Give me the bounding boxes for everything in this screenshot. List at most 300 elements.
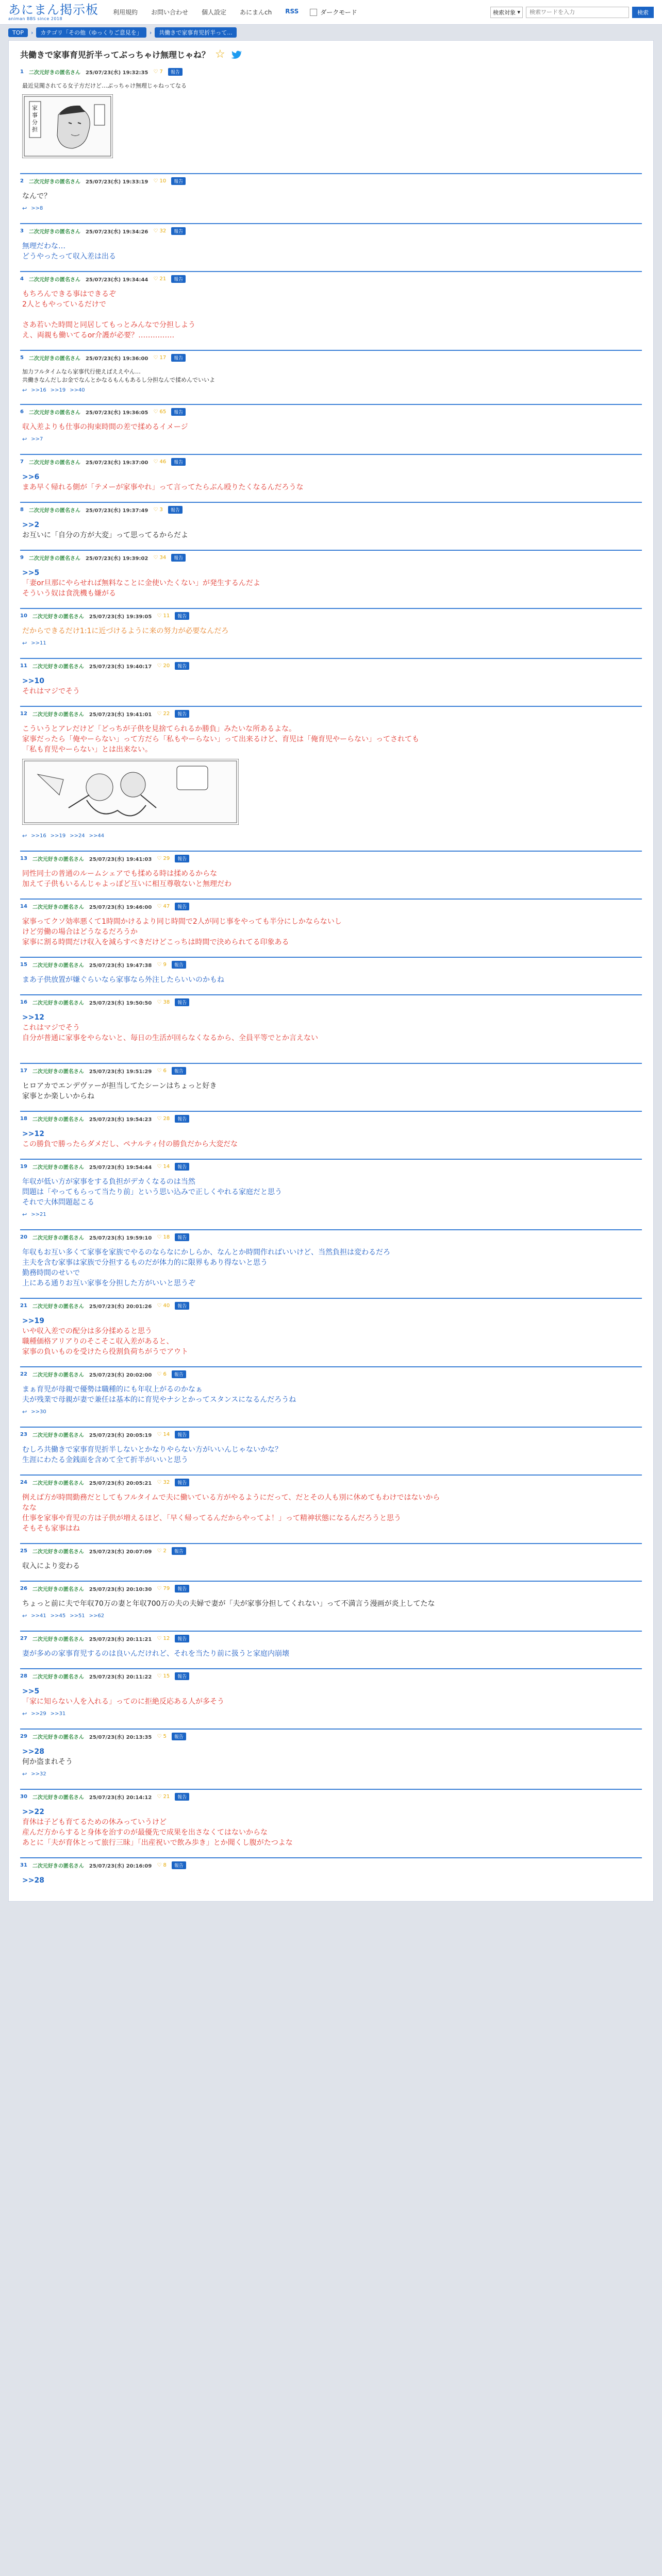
post-date: 25/07/23(水) 20:13:35 [89, 1735, 152, 1740]
report-button[interactable]: 報告 [171, 177, 186, 185]
like-button[interactable]: ♡ 3 [153, 507, 163, 513]
top-navbar [0, 0, 662, 25]
report-button[interactable]: 報告 [172, 1733, 186, 1740]
reply-link[interactable]: >>32 [31, 1771, 46, 1777]
report-button[interactable]: 報告 [172, 1861, 186, 1869]
search-bar [490, 7, 654, 18]
poster-name: 二次元好きの匿名さん [28, 229, 80, 235]
post-number[interactable]: 31 [20, 1862, 27, 1868]
manga-panel-illustration [22, 759, 239, 825]
post-header [20, 1635, 642, 1642]
post-header [20, 1163, 642, 1171]
post-date: 25/07/23(水) 20:05:19 [89, 1433, 152, 1438]
reply-link[interactable]: >>51 [70, 1613, 85, 1619]
post-header [20, 998, 642, 1006]
post-header [20, 662, 642, 670]
like-count: 79 [163, 1586, 170, 1591]
post-body [20, 1801, 642, 1852]
post-text-line: 収入により変わる [22, 1562, 80, 1570]
reply-anchor-link[interactable]: >>19 [22, 1317, 44, 1325]
like-button[interactable]: ♡ 2 [157, 1548, 167, 1554]
post-date: 25/07/23(水) 19:33:19 [85, 179, 148, 185]
like-count: 14 [163, 1432, 170, 1437]
poster-name: 二次元好きの匿名さん [32, 1304, 84, 1310]
like-button[interactable]: ♡ 34 [153, 555, 167, 561]
like-button[interactable]: ♡ 32 [157, 1480, 170, 1485]
report-button[interactable]: 報告 [168, 68, 183, 76]
like-count: 21 [159, 276, 167, 282]
post [20, 899, 642, 952]
post-date: 25/07/23(水) 20:05:21 [89, 1481, 152, 1486]
post-date: 25/07/23(水) 20:02:00 [89, 1372, 152, 1378]
poster-name: 二次元好きの匿名さん [32, 1372, 84, 1378]
report-button[interactable]: 報告 [175, 662, 189, 670]
post-body [20, 76, 642, 168]
svg-text:担: 担 [32, 126, 38, 133]
post [20, 1366, 642, 1421]
like-button[interactable]: ♡ 9 [157, 962, 167, 968]
post-header [20, 227, 642, 235]
reply-anchor-link[interactable]: >>5 [22, 569, 40, 577]
reply-link[interactable]: >>19 [50, 833, 66, 839]
like-count: 65 [159, 409, 167, 415]
post-text-line: なな [22, 1504, 37, 1512]
post-body [20, 1123, 642, 1154]
post-number[interactable]: 18 [20, 1116, 27, 1122]
breadcrumb-category[interactable]: カテゴリ「その他（ゆっくりご意見を」 [36, 27, 146, 38]
post-header [20, 1585, 642, 1592]
post-text-line: そういう奴は食洗機も嫌がる [22, 589, 116, 598]
post-body [20, 362, 642, 399]
post [20, 1159, 642, 1224]
post-body [20, 562, 642, 603]
post-text-line [22, 310, 640, 320]
search-button[interactable]: 検索 [632, 7, 654, 18]
post-header [20, 903, 642, 910]
reply-anchor-link[interactable]: >>5 [22, 1687, 40, 1696]
post [20, 1111, 642, 1154]
post-text-line: だからできるだけ1:1に近づけるように来の努力が必要なんだろ [22, 627, 229, 635]
report-button[interactable]: 報告 [175, 1115, 189, 1123]
breadcrumb-separator: › [31, 29, 34, 36]
like-count: 40 [163, 1303, 170, 1309]
post-text-line: それで大体問題起こる [22, 1198, 94, 1207]
post-number[interactable]: 20 [20, 1234, 27, 1240]
like-count: 18 [163, 1234, 170, 1240]
post [20, 994, 642, 1058]
reply-anchor-link[interactable]: >>22 [22, 1808, 44, 1816]
like-button[interactable]: ♡ 22 [157, 711, 170, 717]
manga-image[interactable] [22, 94, 640, 161]
post-text-line: ヒロアカでエンデヴァーが担当してたシーンはちょっと好き [22, 1082, 217, 1090]
like-button[interactable]: ♡ 11 [157, 613, 170, 619]
nav-animanch[interactable]: あにまんch [240, 9, 272, 16]
report-button[interactable]: 報告 [171, 408, 186, 416]
report-button[interactable]: 報告 [175, 612, 189, 620]
post [20, 404, 642, 449]
post-body [20, 1075, 642, 1106]
nav-rss[interactable]: RSS [285, 8, 299, 15]
post [20, 271, 642, 345]
post-number[interactable]: 9 [20, 555, 24, 561]
post-number[interactable]: 19 [20, 1164, 27, 1170]
report-button[interactable]: 報告 [175, 1431, 189, 1438]
post-date: 25/07/23(水) 19:37:49 [85, 508, 148, 514]
search-target-label: 検索対象 [492, 9, 516, 16]
poster-name: 二次元好きの匿名さん [32, 1587, 84, 1592]
dark-mode-toggle[interactable] [310, 8, 357, 16]
site-logo[interactable] [8, 3, 98, 22]
reply-link[interactable]: >>44 [89, 833, 105, 839]
post-body [20, 416, 642, 449]
post-header [20, 1370, 642, 1378]
post-text-line: さあ若いた時間と同居してもっとみんなで分担しよう [22, 321, 195, 329]
reply-link[interactable]: >>45 [50, 1613, 66, 1619]
poster-name: 二次元好きの匿名さん [28, 410, 80, 416]
post-text-line: 収入差よりも仕事の拘束時間の差で揉めるイメージ [22, 423, 188, 431]
post-header [20, 961, 642, 969]
like-button[interactable]: ♡ 14 [157, 1432, 170, 1437]
post-text-line: 上にある通りお互い家事を分担した方がいいと思うぞ [22, 1279, 195, 1287]
post-text-line: 家事に割る時間だけ収入を減らすべきだけどこっちは時間で決められてる印象ある [22, 938, 289, 946]
post-number[interactable]: 17 [20, 1068, 27, 1074]
post-text-line: 主夫を含む家事は家族で分担するものだが体力的に限界もあり得ないと思う [22, 1259, 268, 1267]
post-body [20, 1680, 642, 1723]
post-number[interactable]: 29 [20, 1734, 27, 1739]
poster-name: 二次元好きの匿名さん [32, 1165, 84, 1171]
like-count: 28 [163, 1116, 170, 1122]
post [20, 706, 642, 845]
like-button[interactable]: ♡ 32 [153, 228, 167, 234]
post-number[interactable]: 10 [20, 613, 27, 619]
post-header [20, 1861, 642, 1869]
reply-link[interactable]: >>40 [70, 387, 85, 393]
reply-links [22, 1407, 640, 1417]
reply-link[interactable]: >>24 [70, 833, 85, 839]
reply-link[interactable]: >>7 [31, 436, 43, 442]
report-button[interactable]: 報告 [175, 710, 189, 718]
like-count: 2 [163, 1548, 167, 1554]
post-text-line: 家事だったら「俺やーらない」って方だら「私もやーらない」って出来るけど、育児は「俺育児やーらない」ってされても [22, 735, 419, 743]
post-number[interactable]: 23 [20, 1432, 27, 1437]
reply-link[interactable]: >>21 [31, 1212, 46, 1217]
post [20, 454, 642, 497]
post-text-line: 育休は子ども育てるための休みっていうけど [22, 1818, 167, 1826]
post-date: 25/07/23(水) 19:39:05 [89, 614, 152, 620]
report-button[interactable]: 報告 [175, 1585, 189, 1592]
like-button[interactable]: ♡ 10 [153, 178, 167, 184]
like-button[interactable]: ♡ 17 [153, 355, 167, 361]
report-button[interactable]: 報告 [175, 998, 189, 1006]
reply-arrow-icon: ↩ [22, 1710, 27, 1717]
post-text-line: この勝負で勝ったらダメだし、ペナルティ付の勝負だから大変だな [22, 1140, 238, 1148]
report-button[interactable]: 報告 [171, 354, 186, 362]
report-button[interactable]: 報告 [171, 554, 186, 562]
report-button[interactable]: 報告 [168, 506, 183, 514]
reply-arrow-icon: ↩ [22, 640, 27, 647]
like-button[interactable]: ♡ 21 [157, 1794, 170, 1800]
breadcrumb-separator: › [149, 29, 152, 36]
report-button[interactable]: 報告 [175, 1793, 189, 1801]
post-text-line: え、両親も働いてるor介護が必要？…………… [22, 331, 175, 340]
report-button[interactable]: 報告 [175, 1233, 189, 1241]
post-text-line: 家事の負いものを受けたら役割負荷ちがうでアウト [22, 1348, 188, 1356]
post-text-line: いや収入差での配分は多分揉めると思う [22, 1327, 152, 1335]
poster-name: 二次元好きの匿名さん [32, 614, 84, 620]
like-button[interactable]: ♡ 21 [153, 276, 167, 282]
post-number[interactable]: 21 [20, 1303, 27, 1309]
like-button[interactable]: ♡ 20 [157, 663, 170, 669]
like-button[interactable]: ♡ 15 [157, 1673, 170, 1679]
post-number[interactable]: 8 [20, 507, 24, 513]
like-button[interactable]: ♡ 47 [157, 904, 170, 909]
report-button[interactable]: 報告 [175, 1302, 189, 1310]
poster-name: 二次元好きの匿名さん [32, 1863, 84, 1869]
post-body [20, 969, 642, 989]
like-button[interactable]: ♡ 40 [157, 1303, 170, 1309]
like-count: 29 [163, 856, 170, 861]
post-body [20, 1869, 642, 1890]
post-body [20, 862, 642, 893]
like-button[interactable]: ♡ 29 [157, 856, 170, 861]
like-button[interactable]: ♡ 14 [157, 1164, 170, 1170]
like-button[interactable]: ♡ 65 [153, 409, 167, 415]
post-text-line: こういうとアレだけど「どっちが子供を見捨てられるか勝負」みたいな所あるよな。 [22, 725, 296, 733]
post-number[interactable]: 13 [20, 856, 27, 861]
post-number[interactable]: 7 [20, 459, 24, 465]
breadcrumb-top[interactable]: TOP [8, 28, 28, 37]
post-number[interactable]: 3 [20, 228, 24, 234]
post-text-line: 同性同士の普通のルームシェアでも揉める時は揉めるからな [22, 870, 218, 878]
poster-name: 二次元好きの匿名さん [32, 963, 84, 969]
post-number[interactable]: 22 [20, 1371, 27, 1377]
report-button[interactable]: 報告 [171, 227, 186, 235]
like-button[interactable]: ♡ 12 [157, 1636, 170, 1641]
reply-anchor-link[interactable]: >>28 [22, 1748, 44, 1756]
thread-container [8, 40, 654, 1902]
dark-mode-checkbox[interactable] [310, 9, 317, 16]
reply-link[interactable]: >>41 [31, 1613, 46, 1619]
reply-link[interactable]: >>29 [31, 1711, 46, 1717]
nav-terms[interactable]: 利用規約 [113, 9, 138, 16]
like-count: 34 [159, 555, 167, 561]
post-text-line: 家事ってクソ効率悪くて1時間かけるより同じ時間で2人が同じ事をやっても半分にしかならないし [22, 918, 342, 926]
post-date: 25/07/23(水) 20:01:26 [89, 1304, 152, 1310]
poster-name: 二次元好きの匿名さん [32, 1735, 84, 1740]
like-count: 17 [159, 355, 167, 361]
reply-link[interactable]: >>31 [50, 1711, 66, 1717]
like-button[interactable]: ♡ 46 [153, 459, 167, 465]
post-number[interactable]: 4 [20, 276, 24, 282]
post-text-line: 年収が低い方が家事をする負担がデカくなるのは当然 [22, 1178, 195, 1186]
reply-links [22, 386, 640, 395]
post-header [20, 1115, 642, 1123]
post [20, 173, 642, 218]
post-body [20, 1310, 642, 1361]
poster-name: 二次元好きの匿名さん [32, 1117, 84, 1123]
post-body [20, 1555, 642, 1575]
reply-anchor-link[interactable]: >>12 [22, 1013, 44, 1022]
favorite-star-icon[interactable]: ☆ [215, 48, 225, 61]
reply-link[interactable]: >>8 [31, 206, 43, 211]
post-number[interactable]: 2 [20, 178, 24, 184]
reply-arrow-icon: ↩ [22, 205, 27, 212]
poster-name: 二次元好きの匿名さん [28, 460, 80, 466]
reply-links [22, 434, 640, 445]
breadcrumb-thread[interactable]: 共働きで家事育児折半って... [155, 27, 237, 38]
like-count: 8 [163, 1862, 167, 1868]
reply-anchor-link[interactable]: >>28 [22, 1876, 44, 1885]
report-button[interactable]: 報告 [172, 1370, 186, 1378]
report-button[interactable]: 報告 [172, 1067, 186, 1075]
post-text-line: そもそも家事はね [22, 1524, 80, 1533]
report-button[interactable]: 報告 [172, 1547, 186, 1555]
poster-name: 二次元好きの匿名さん [28, 179, 80, 185]
like-count: 7 [159, 69, 163, 75]
reply-link[interactable]: >>62 [89, 1613, 105, 1619]
like-button[interactable]: ♡ 18 [157, 1234, 170, 1240]
post-body [20, 1592, 642, 1625]
post-date: 25/07/23(水) 19:34:26 [85, 229, 148, 235]
reply-anchor-link[interactable]: >>12 [22, 1130, 44, 1138]
post-text-line: 例えば方が時間勤務だとしてもフルタイムで夫に働いている方がやるようにだって、だとその人も別に休めてもわけではないから [22, 1494, 440, 1502]
like-count: 47 [163, 904, 170, 909]
post-number[interactable]: 1 [20, 69, 24, 75]
post-date: 25/07/23(水) 19:41:01 [89, 712, 152, 718]
manga-image[interactable] [22, 759, 640, 828]
like-button[interactable]: ♡ 8 [157, 1862, 167, 1868]
post-header [20, 855, 642, 862]
nav-contact[interactable]: お問い合わせ [151, 9, 189, 16]
post-text-line: それはマジでそう [22, 687, 80, 696]
search-input[interactable] [526, 7, 629, 18]
post-number[interactable]: 16 [20, 999, 27, 1005]
like-button[interactable]: ♡ 6 [157, 1371, 167, 1377]
like-count: 11 [163, 613, 170, 619]
post [20, 1427, 642, 1469]
post-body [20, 670, 642, 701]
search-target-select[interactable]: 検索対象 ▾ [490, 7, 523, 18]
post-date: 25/07/23(水) 19:59:10 [89, 1235, 152, 1241]
report-button[interactable]: 報告 [175, 855, 189, 862]
like-button[interactable]: ♡ 38 [157, 999, 170, 1005]
reply-links [22, 1709, 640, 1719]
post [20, 1631, 642, 1663]
post-body [20, 235, 642, 266]
reply-anchor-link[interactable]: >>6 [22, 473, 40, 481]
report-button[interactable]: 報告 [175, 1479, 189, 1486]
post-header [20, 1547, 642, 1555]
svg-text:分: 分 [32, 119, 38, 126]
post-text-line: 最近見聞されてる女子方だけど…ぶっちゃけ無理じゃねってなる [22, 82, 187, 89]
post-number[interactable]: 6 [20, 409, 24, 415]
post-header [20, 1733, 642, 1740]
post-number[interactable]: 30 [20, 1794, 27, 1800]
post [20, 1581, 642, 1625]
post-text-line: 職種価格アリアりのそこそこ収入差があると、 [22, 1337, 174, 1346]
reply-link[interactable]: >>11 [31, 640, 46, 646]
dark-mode-label: ダークモード [320, 9, 357, 16]
poster-name: 二次元好きの匿名さん [32, 1069, 84, 1075]
like-button[interactable]: ♡ 28 [157, 1116, 170, 1122]
poster-name: 二次元好きの匿名さん [32, 1637, 84, 1642]
post-number[interactable]: 25 [20, 1548, 27, 1554]
post [20, 957, 642, 989]
reply-link[interactable]: >>16 [31, 387, 46, 393]
nav-settings[interactable]: 個人設定 [202, 9, 227, 16]
post-text-line: 自分が普通に家事をやらないと、毎日の生活が回らなくなるから、全員平等でとか言えない [22, 1034, 318, 1042]
poster-name: 二次元好きの匿名さん [32, 1795, 84, 1801]
post-date: 25/07/23(水) 20:11:22 [89, 1674, 152, 1680]
report-button[interactable]: 報告 [175, 1163, 189, 1171]
poster-name: 二次元好きの匿名さん [32, 1001, 84, 1006]
post-number[interactable]: 14 [20, 904, 27, 909]
poster-name: 二次元好きの匿名さん [28, 556, 80, 562]
post-body [20, 1642, 642, 1663]
post [20, 1728, 642, 1784]
post-number[interactable]: 12 [20, 711, 27, 717]
post-number[interactable]: 27 [20, 1636, 27, 1641]
report-button[interactable]: 報告 [171, 275, 186, 283]
post-text-line: 勤務時間のせいで [22, 1269, 80, 1277]
reply-arrow-icon: ↩ [22, 1409, 27, 1415]
report-button[interactable]: 報告 [175, 1635, 189, 1642]
post-header [20, 1233, 642, 1241]
post-text-line: これはマジでそう [22, 1024, 80, 1032]
report-button[interactable]: 報告 [172, 961, 186, 969]
post-number[interactable]: 24 [20, 1480, 27, 1485]
post-text-line: まあ早く帰れる側が「テメーが家事やれ」って言ってたらぶん殴りたくなるんだろうな [22, 483, 304, 492]
poster-name: 二次元好きの匿名さん [32, 905, 84, 910]
svg-text:家: 家 [32, 105, 38, 111]
reply-anchor-link[interactable]: >>10 [22, 677, 44, 685]
post-number[interactable]: 5 [20, 355, 24, 361]
reply-link[interactable]: >>16 [31, 833, 46, 839]
post [20, 1668, 642, 1723]
like-button[interactable]: ♡ 6 [157, 1068, 167, 1074]
reply-links [22, 831, 640, 841]
reply-link[interactable]: >>19 [50, 387, 66, 393]
like-button[interactable]: ♡ 79 [157, 1586, 170, 1591]
main-nav [113, 8, 299, 16]
post-body [20, 1438, 642, 1469]
report-button[interactable]: 報告 [171, 458, 186, 466]
post-text-line: 産んだ方からすると身体を治すのが最優先で成果を出さなくてはないからな [22, 1828, 268, 1837]
post-body [20, 514, 642, 545]
post-number[interactable]: 11 [20, 663, 27, 669]
poster-name: 二次元好きの匿名さん [32, 1433, 84, 1438]
reply-link[interactable]: >>30 [31, 1409, 46, 1415]
post-date: 25/07/23(水) 20:11:21 [89, 1637, 152, 1642]
like-button[interactable]: ♡ 5 [157, 1734, 167, 1739]
twitter-share-icon[interactable] [230, 49, 242, 60]
like-count: 6 [163, 1068, 167, 1074]
post-date: 25/07/23(水) 20:07:09 [89, 1549, 152, 1555]
post-number[interactable]: 26 [20, 1586, 27, 1591]
post-text-line: なんで？ [22, 192, 51, 200]
reply-anchor-link[interactable]: >>2 [22, 521, 40, 529]
post-number[interactable]: 28 [20, 1673, 27, 1679]
post-text-line: まぁ育児が母親で優勢は職種的にも年収上がるのかなぁ [22, 1385, 203, 1394]
post-text-line: 仕事を家事や育児の方は子供が増えるほど、「早く帰ってるんだからやってよ！」って精神状態になるんだろうと思う [22, 1514, 401, 1522]
post-number[interactable]: 15 [20, 962, 27, 968]
post-text-line: 家事とか楽しいからね [22, 1092, 94, 1100]
like-button[interactable]: ♡ 7 [153, 69, 163, 75]
report-button[interactable]: 報告 [175, 1672, 189, 1680]
report-button[interactable]: 報告 [175, 903, 189, 910]
reply-links [22, 638, 640, 649]
post [20, 1229, 642, 1293]
